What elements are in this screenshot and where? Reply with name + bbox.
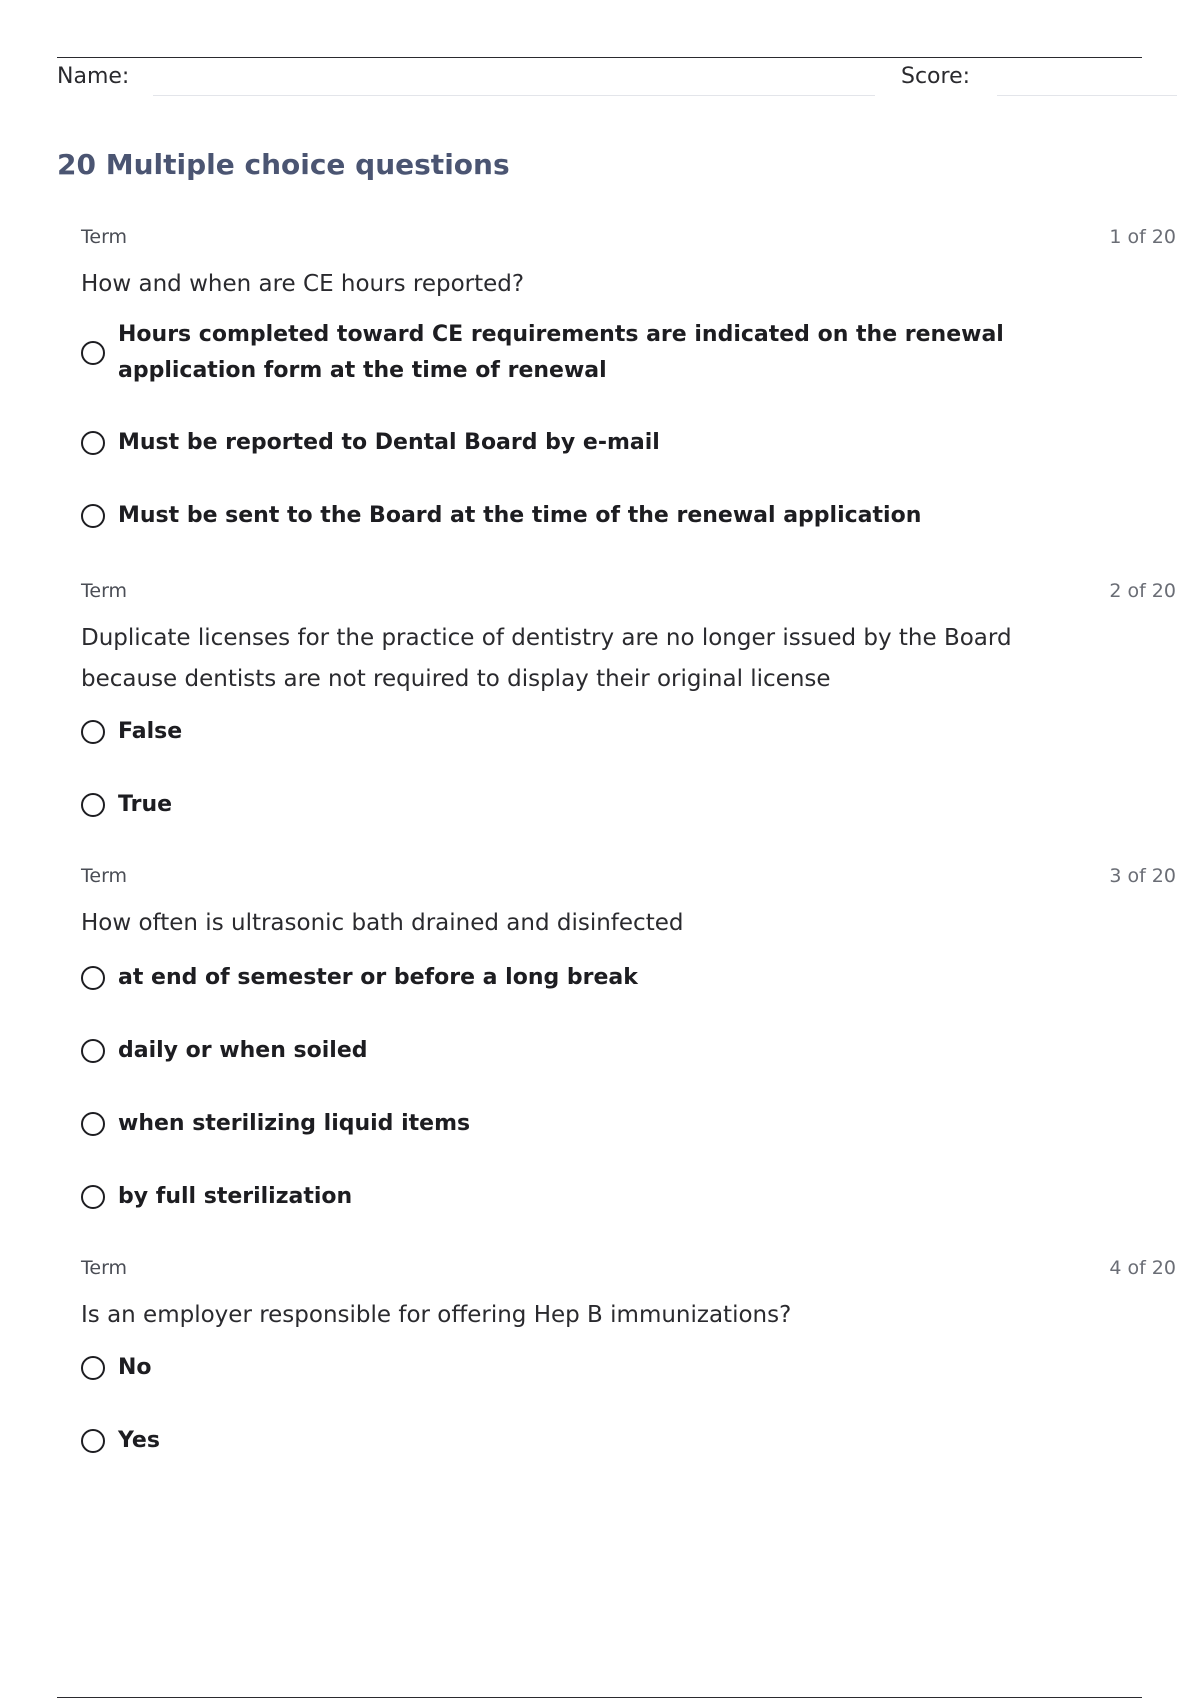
- option-label: No: [118, 1355, 152, 1380]
- option-label: Must be sent to the Board at the time of the renewal application: [118, 503, 922, 528]
- radio-button-icon[interactable]: [81, 1039, 105, 1063]
- term-label: Term: [81, 580, 128, 602]
- question-prompt: Is an employer responsible for offering Hep B immunizations?: [81, 1302, 792, 1328]
- option-label: Hours completed toward CE requirements are indicated on the renewal application form at the time of renewal: [118, 322, 1004, 383]
- option-label: Yes: [118, 1428, 160, 1453]
- option-1[interactable]: [81, 1350, 1176, 1386]
- radio-button-icon[interactable]: [81, 1356, 105, 1380]
- option-1[interactable]: [81, 317, 1148, 389]
- bottom-rule: [57, 1697, 1142, 1698]
- question-count: 3 of 20: [1109, 865, 1176, 887]
- option-label: Must be reported to Dental Board by e-mail: [118, 430, 660, 455]
- question-2: [81, 580, 1176, 823]
- option-2[interactable]: [81, 425, 1176, 461]
- option-3[interactable]: [81, 1106, 1176, 1142]
- radio-button-icon[interactable]: [81, 504, 105, 528]
- name-label: Name:: [57, 64, 130, 89]
- question-4: [81, 1257, 1176, 1459]
- question-header: [81, 580, 1176, 604]
- question-header: [81, 1257, 1176, 1281]
- question-3: [81, 865, 1176, 1215]
- option-2[interactable]: [81, 1423, 1176, 1459]
- page-title: 20 Multiple choice questions: [57, 148, 510, 181]
- radio-button-icon[interactable]: [81, 431, 105, 455]
- radio-button-icon[interactable]: [81, 341, 105, 365]
- option-label: at end of semester or before a long break: [118, 965, 638, 990]
- radio-button-icon[interactable]: [81, 1112, 105, 1136]
- radio-button-icon[interactable]: [81, 1429, 105, 1453]
- term-label: Term: [81, 226, 128, 248]
- options-list: [81, 960, 1176, 1215]
- question-prompt: How and when are CE hours reported?: [81, 271, 525, 297]
- question-header: [81, 865, 1176, 889]
- option-1[interactable]: [81, 714, 1176, 750]
- option-label: False: [118, 719, 183, 744]
- option-label: True: [118, 792, 173, 817]
- radio-button-icon[interactable]: [81, 1185, 105, 1209]
- question-prompt: How often is ultrasonic bath drained and disinfected: [81, 910, 684, 936]
- radio-button-icon[interactable]: [81, 966, 105, 990]
- question-1: [81, 226, 1176, 534]
- question-prompt: Duplicate licenses for the practice of dentistry are no longer issued by the Board because dentists are not required to display their original license: [81, 625, 1012, 692]
- question-count: 1 of 20: [1109, 226, 1176, 248]
- question-header: [81, 226, 1176, 250]
- score-label: Score:: [901, 64, 971, 89]
- option-4[interactable]: [81, 1179, 1176, 1215]
- worksheet-header: [57, 62, 1177, 102]
- term-label: Term: [81, 1257, 128, 1279]
- question-count: 4 of 20: [1109, 1257, 1176, 1279]
- option-label: when sterilizing liquid items: [118, 1111, 471, 1136]
- score-field[interactable]: [997, 95, 1177, 96]
- name-field[interactable]: [153, 95, 875, 96]
- option-2[interactable]: [81, 1033, 1176, 1069]
- radio-button-icon[interactable]: [81, 793, 105, 817]
- options-list: [81, 714, 1176, 823]
- options-list: [81, 1350, 1176, 1459]
- option-2[interactable]: [81, 787, 1176, 823]
- option-label: by full sterilization: [118, 1184, 353, 1209]
- option-1[interactable]: [81, 960, 1176, 996]
- top-rule: [57, 57, 1142, 58]
- option-3[interactable]: [81, 498, 1176, 534]
- option-label: daily or when soiled: [118, 1038, 368, 1063]
- options-list: [81, 317, 1176, 534]
- question-count: 2 of 20: [1109, 580, 1176, 602]
- radio-button-icon[interactable]: [81, 720, 105, 744]
- term-label: Term: [81, 865, 128, 887]
